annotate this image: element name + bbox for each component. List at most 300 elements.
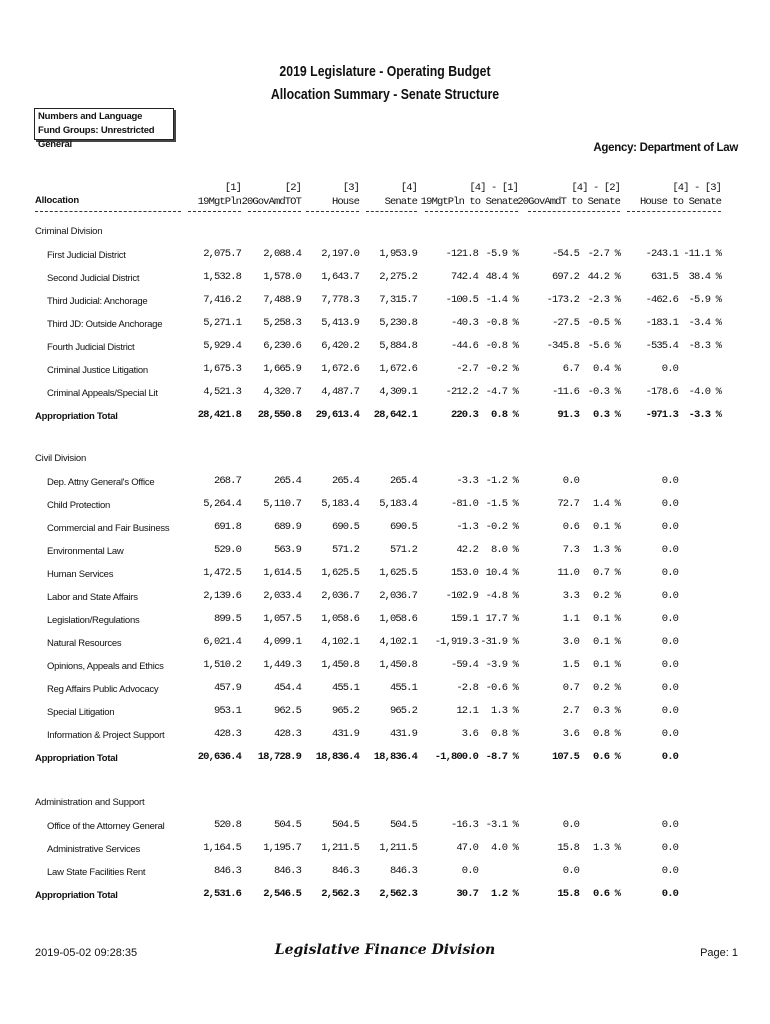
- table-cell: -2.7 %: [587, 248, 620, 260]
- table-cell: -27.5: [551, 317, 579, 329]
- allocation-name: Human Services: [47, 569, 114, 580]
- table-cell: 1,472.5: [203, 567, 241, 579]
- table-cell: -3.3 %: [688, 409, 721, 421]
- table-cell: 1,449.3: [263, 659, 301, 671]
- table-cell: -1.3: [456, 521, 478, 533]
- table-cell: 0.3 %: [592, 705, 620, 717]
- table-cell: 7.3: [562, 544, 579, 556]
- table-cell: 529.0: [213, 544, 241, 556]
- table-cell: 965.2: [331, 705, 359, 717]
- table-cell: 428.3: [213, 728, 241, 740]
- header-underline: [366, 211, 417, 212]
- table-cell: 5,264.4: [203, 498, 241, 510]
- table-cell: 48.4 %: [485, 271, 518, 283]
- table-cell: 4,521.3: [203, 386, 241, 398]
- table-cell: 690.5: [331, 521, 359, 533]
- table-row: [0, 705, 770, 721]
- table-cell: -1,919.3: [434, 636, 478, 648]
- table-cell: 265.4: [389, 475, 417, 487]
- table-cell: 38.4 %: [688, 271, 721, 283]
- column-header-7: [640, 181, 721, 209]
- table-cell: -183.1: [645, 317, 678, 329]
- table-cell: -345.8: [546, 340, 579, 352]
- table-cell: -243.1: [645, 248, 678, 260]
- table-cell: 4,487.7: [321, 386, 359, 398]
- allocation-name: Labor and State Affairs: [47, 592, 138, 603]
- table-cell: 1,665.9: [263, 363, 301, 375]
- table-cell: -3.1 %: [485, 819, 518, 831]
- table-cell: 107.5: [551, 751, 579, 763]
- table-cell: 18,728.9: [257, 751, 301, 763]
- table-cell: 846.3: [389, 865, 417, 877]
- header-underline: [248, 211, 301, 212]
- table-cell: 1,675.3: [203, 363, 241, 375]
- table-row: [0, 475, 770, 491]
- table-cell: 2,546.5: [263, 888, 301, 900]
- table-cell: 28,642.1: [373, 409, 417, 421]
- table-row: [0, 842, 770, 858]
- table-cell: 3.3: [562, 590, 579, 602]
- table-cell: -1.4 %: [485, 294, 518, 306]
- table-cell: 18,836.4: [315, 751, 359, 763]
- table-cell: 428.3: [273, 728, 301, 740]
- table-row: [0, 363, 770, 379]
- table-cell: 12.1: [456, 705, 478, 717]
- table-cell: 0.0: [661, 705, 678, 717]
- table-cell: -100.5: [445, 294, 478, 306]
- table-cell: 0.7: [562, 682, 579, 694]
- table-cell: 4,102.1: [321, 636, 359, 648]
- table-cell: 2,088.4: [263, 248, 301, 260]
- table-cell: 6.7: [562, 363, 579, 375]
- column-header-index: [3]: [342, 182, 359, 194]
- table-cell: 2,197.0: [321, 248, 359, 260]
- column-header-5: [421, 181, 518, 209]
- table-cell: 1,058.6: [321, 613, 359, 625]
- table-cell: 846.3: [273, 865, 301, 877]
- table-cell: 2,036.7: [321, 590, 359, 602]
- total-label: Appropriation Total: [35, 411, 118, 422]
- table-cell: 504.5: [331, 819, 359, 831]
- table-cell: 7,416.2: [203, 294, 241, 306]
- table-cell: 0.0: [661, 819, 678, 831]
- report-subtitle: Allocation Summary - Senate Structure: [270, 86, 500, 103]
- table-cell: 0.0: [661, 567, 678, 579]
- table-cell: 0.0: [562, 865, 579, 877]
- table-row: [0, 521, 770, 537]
- table-row: [0, 682, 770, 698]
- table-cell: 455.1: [331, 682, 359, 694]
- appropriation-total-row: [0, 888, 770, 904]
- table-cell: 2.7: [562, 705, 579, 717]
- table-cell: -535.4: [645, 340, 678, 352]
- table-cell: 2,562.3: [379, 888, 417, 900]
- agency-label: Agency: Department of Law: [593, 142, 738, 154]
- table-cell: 1,211.5: [379, 842, 417, 854]
- table-cell: 1,578.0: [263, 271, 301, 283]
- section-heading: Criminal Division: [35, 226, 103, 237]
- column-header-label: House: [331, 196, 359, 208]
- table-cell: 0.8 %: [490, 728, 518, 740]
- table-cell: 6,420.2: [321, 340, 359, 352]
- column-header-label: 20GovAmdTOT: [241, 196, 301, 208]
- column-header: [0, 181, 770, 213]
- header-underline: [528, 211, 620, 212]
- table-cell: 0.0: [661, 636, 678, 648]
- table-cell: 455.1: [389, 682, 417, 694]
- table-cell: 457.9: [213, 682, 241, 694]
- allocation-name: Commercial and Fair Business: [47, 523, 170, 534]
- table-cell: 17.7 %: [485, 613, 518, 625]
- column-header-index: [2]: [284, 182, 301, 194]
- table-cell: 265.4: [331, 475, 359, 487]
- table-cell: 47.0: [456, 842, 478, 854]
- table-cell: 0.0: [661, 498, 678, 510]
- table-cell: -5.6 %: [587, 340, 620, 352]
- table-cell: -0.6 %: [485, 682, 518, 694]
- table-cell: 0.4 %: [592, 363, 620, 375]
- table-cell: 5,413.9: [321, 317, 359, 329]
- allocation-name: Office of the Attorney General: [47, 821, 165, 832]
- table-cell: -44.6: [450, 340, 478, 352]
- table-cell: 0.1 %: [592, 613, 620, 625]
- table-cell: 7,488.9: [263, 294, 301, 306]
- table-cell: 690.5: [389, 521, 417, 533]
- table-cell: 0.0: [562, 475, 579, 487]
- table-cell: 0.0: [461, 865, 478, 877]
- table-cell: 1,510.2: [203, 659, 241, 671]
- table-row: [0, 613, 770, 629]
- table-row: [0, 340, 770, 356]
- footer-date: 2019-05-02 09:28:35: [35, 947, 138, 959]
- column-header-4: [385, 181, 417, 209]
- table-cell: -81.0: [450, 498, 478, 510]
- table-cell: -1.5 %: [485, 498, 518, 510]
- allocation-name: Administrative Services: [47, 844, 140, 855]
- table-row: [0, 590, 770, 606]
- column-header-6: [517, 181, 620, 209]
- table-cell: 8.0 %: [490, 544, 518, 556]
- table-cell: 504.5: [389, 819, 417, 831]
- table-cell: 0.0: [661, 590, 678, 602]
- table-cell: 962.5: [273, 705, 301, 717]
- header-underline: [188, 211, 241, 212]
- table-cell: 4,309.1: [379, 386, 417, 398]
- table-cell: 265.4: [273, 475, 301, 487]
- table-cell: 0.6 %: [592, 888, 620, 900]
- allocation-name: Third JD: Outside Anchorage: [47, 319, 163, 330]
- table-cell: -2.3 %: [587, 294, 620, 306]
- table-cell: 1.3 %: [592, 842, 620, 854]
- table-cell: 5,929.4: [203, 340, 241, 352]
- table-cell: 29,613.4: [315, 409, 359, 421]
- table-cell: 0.6 %: [592, 751, 620, 763]
- footer-page-number: Page: 1: [700, 947, 738, 959]
- table-cell: -1.2 %: [485, 475, 518, 487]
- table-cell: -4.8 %: [485, 590, 518, 602]
- appropriation-total-row: [0, 751, 770, 767]
- header-underline: [306, 211, 359, 212]
- table-cell: -0.5 %: [587, 317, 620, 329]
- table-cell: -0.2 %: [485, 521, 518, 533]
- table-cell: 0.0: [661, 751, 678, 763]
- table-cell: 20,636.4: [197, 751, 241, 763]
- table-cell: 2,036.7: [379, 590, 417, 602]
- table-cell: 1.2 %: [490, 888, 518, 900]
- fund-group-box: [34, 108, 174, 150]
- allocation-name: Opinions, Appeals and Ethics: [47, 661, 164, 672]
- table-cell: 268.7: [213, 475, 241, 487]
- table-row: [0, 317, 770, 333]
- table-cell: 1,450.8: [321, 659, 359, 671]
- table-row: [0, 544, 770, 560]
- table-cell: 0.0: [661, 475, 678, 487]
- table-cell: 0.0: [661, 842, 678, 854]
- table-cell: 0.7 %: [592, 567, 620, 579]
- table-cell: -54.5: [551, 248, 579, 260]
- table-cell: 2,075.7: [203, 248, 241, 260]
- table-cell: 72.7: [557, 498, 579, 510]
- total-label: Appropriation Total: [35, 890, 118, 901]
- table-cell: 10.4 %: [485, 567, 518, 579]
- table-cell: 571.2: [331, 544, 359, 556]
- table-cell: 0.6: [562, 521, 579, 533]
- table-cell: 1.3 %: [592, 544, 620, 556]
- table-cell: 431.9: [331, 728, 359, 740]
- table-cell: 220.3: [450, 409, 478, 421]
- table-row: [0, 567, 770, 583]
- header-underline: [35, 211, 181, 212]
- table-cell: 2,139.6: [203, 590, 241, 602]
- table-cell: -2.7: [456, 363, 478, 375]
- table-row: [0, 386, 770, 402]
- table-cell: -8.7 %: [485, 751, 518, 763]
- table-cell: 5,258.3: [263, 317, 301, 329]
- table-cell: 0.2 %: [592, 682, 620, 694]
- column-header-1: [198, 181, 241, 209]
- allocation-name: Fourth Judicial District: [47, 342, 135, 353]
- table-cell: -0.8 %: [485, 317, 518, 329]
- table-cell: 91.3: [557, 409, 579, 421]
- table-cell: -3.3: [456, 475, 478, 487]
- column-header-index: [4] - [1]: [469, 182, 518, 194]
- table-cell: 6,230.6: [263, 340, 301, 352]
- table-cell: 691.8: [213, 521, 241, 533]
- allocation-header: Allocation: [35, 195, 79, 206]
- table-cell: 1,625.5: [379, 567, 417, 579]
- table-cell: -102.9: [445, 590, 478, 602]
- table-cell: 965.2: [389, 705, 417, 717]
- table-cell: 689.9: [273, 521, 301, 533]
- table-cell: 454.4: [273, 682, 301, 694]
- column-header-label: 19MgtPln to Senate: [420, 196, 518, 208]
- table-cell: 5,110.7: [263, 498, 301, 510]
- table-cell: 4,102.1: [379, 636, 417, 648]
- allocation-name: First Judicial District: [47, 250, 126, 261]
- table-cell: 846.3: [213, 865, 241, 877]
- table-cell: 15.8: [557, 842, 579, 854]
- table-cell: 1,672.6: [379, 363, 417, 375]
- table-cell: -0.2 %: [485, 363, 518, 375]
- column-header-label: 20GovAmdT to Senate: [517, 196, 620, 208]
- table-cell: 18,836.4: [373, 751, 417, 763]
- table-cell: 3.6: [562, 728, 579, 740]
- table-cell: -2.8: [456, 682, 478, 694]
- table-cell: -173.2: [546, 294, 579, 306]
- header-underline: [627, 211, 721, 212]
- table-cell: 953.1: [213, 705, 241, 717]
- table-cell: 4,099.1: [263, 636, 301, 648]
- table-cell: 0.0: [661, 728, 678, 740]
- table-cell: -5.9 %: [485, 248, 518, 260]
- table-cell: 0.0: [661, 521, 678, 533]
- table-row: [0, 728, 770, 744]
- table-cell: 1,532.8: [203, 271, 241, 283]
- table-cell: -8.3 %: [688, 340, 721, 352]
- table-cell: 6,021.4: [203, 636, 241, 648]
- table-cell: 159.1: [450, 613, 478, 625]
- column-header-index: [1]: [224, 182, 241, 194]
- table-cell: 5,230.8: [379, 317, 417, 329]
- table-cell: 1,614.5: [263, 567, 301, 579]
- table-cell: 1,643.7: [321, 271, 359, 283]
- table-cell: 1,211.5: [321, 842, 359, 854]
- table-cell: 1,450.8: [379, 659, 417, 671]
- table-cell: 520.8: [213, 819, 241, 831]
- table-cell: 0.0: [661, 888, 678, 900]
- table-cell: 7,315.7: [379, 294, 417, 306]
- footer-brand: Legislative Finance Division: [274, 942, 496, 958]
- table-cell: -212.2: [445, 386, 478, 398]
- table-row: [0, 271, 770, 287]
- table-row: [0, 659, 770, 675]
- table-cell: 1,672.6: [321, 363, 359, 375]
- table-cell: 1,195.7: [263, 842, 301, 854]
- table-cell: 1.3 %: [490, 705, 518, 717]
- allocation-name: Legislation/Regulations: [47, 615, 140, 626]
- table-cell: -3.9 %: [485, 659, 518, 671]
- table-cell: -121.8: [445, 248, 478, 260]
- table-cell: 5,884.8: [379, 340, 417, 352]
- allocation-name: Third Judicial: Anchorage: [47, 296, 148, 307]
- table-cell: 742.4: [450, 271, 478, 283]
- table-cell: 28,421.8: [197, 409, 241, 421]
- section-heading: Administration and Support: [35, 797, 145, 808]
- column-header-label: 19MgtPln: [197, 196, 241, 208]
- column-header-label: Senate: [384, 196, 417, 208]
- table-cell: 846.3: [331, 865, 359, 877]
- appropriation-total-row: [0, 409, 770, 425]
- allocation-name: Child Protection: [47, 500, 111, 511]
- table-cell: 431.9: [389, 728, 417, 740]
- table-cell: 3.6: [461, 728, 478, 740]
- fund-box-line1: Numbers and Language: [38, 111, 143, 122]
- table-cell: -0.3 %: [587, 386, 620, 398]
- table-cell: 0.0: [661, 613, 678, 625]
- table-cell: -178.6: [645, 386, 678, 398]
- table-cell: 563.9: [273, 544, 301, 556]
- table-cell: 2,275.2: [379, 271, 417, 283]
- table-cell: 4.0 %: [490, 842, 518, 854]
- table-cell: -16.3: [450, 819, 478, 831]
- table-cell: -4.0 %: [688, 386, 721, 398]
- table-cell: 571.2: [389, 544, 417, 556]
- table-cell: 153.0: [450, 567, 478, 579]
- table-cell: 504.5: [273, 819, 301, 831]
- total-label: Appropriation Total: [35, 753, 118, 764]
- table-row: [0, 819, 770, 835]
- table-cell: 1.4 %: [592, 498, 620, 510]
- table-cell: 899.5: [213, 613, 241, 625]
- column-header-index: [4] - [3]: [672, 182, 721, 194]
- table-cell: -40.3: [450, 317, 478, 329]
- table-cell: 11.0: [557, 567, 579, 579]
- table-cell: 3.0: [562, 636, 579, 648]
- allocation-name: Special Litigation: [47, 707, 115, 718]
- table-cell: -11.6: [551, 386, 579, 398]
- allocation-name: Criminal Appeals/Special Lit: [47, 388, 158, 399]
- table-cell: 42.2: [456, 544, 478, 556]
- table-row: [0, 294, 770, 310]
- table-cell: 15.8: [557, 888, 579, 900]
- table-cell: 28,550.8: [257, 409, 301, 421]
- column-header-index: [4]: [400, 182, 417, 194]
- table-cell: -4.7 %: [485, 386, 518, 398]
- table-cell: 2,033.4: [263, 590, 301, 602]
- table-cell: 0.1 %: [592, 521, 620, 533]
- table-cell: 0.8 %: [490, 409, 518, 421]
- table-cell: 1,057.5: [263, 613, 301, 625]
- table-cell: 2,562.3: [321, 888, 359, 900]
- table-cell: 0.8 %: [592, 728, 620, 740]
- table-cell: 0.0: [661, 363, 678, 375]
- table-cell: -462.6: [645, 294, 678, 306]
- table-cell: 0.0: [661, 682, 678, 694]
- allocation-name: Second Judicial District: [47, 273, 140, 284]
- table-row: [0, 636, 770, 652]
- table-cell: 44.2 %: [587, 271, 620, 283]
- table-cell: -11.1 %: [683, 248, 721, 260]
- table-cell: 0.1 %: [592, 659, 620, 671]
- table-cell: 0.0: [661, 659, 678, 671]
- table-cell: -5.9 %: [688, 294, 721, 306]
- report-title: 2019 Legislature - Operating Budget: [279, 63, 491, 80]
- table-cell: -0.8 %: [485, 340, 518, 352]
- table-row: [0, 865, 770, 881]
- table-cell: 5,183.4: [321, 498, 359, 510]
- table-cell: 631.5: [650, 271, 678, 283]
- header-underline: [425, 211, 518, 212]
- table-cell: 0.0: [661, 865, 678, 877]
- column-header-3: [332, 181, 359, 209]
- allocation-name: Environmental Law: [47, 546, 124, 557]
- column-header-2: [242, 181, 301, 209]
- table-cell: 1,058.6: [379, 613, 417, 625]
- fund-box-line2: Fund Groups: Unrestricted General: [38, 125, 155, 150]
- section-heading: Civil Division: [35, 453, 87, 464]
- table-cell: -3.4 %: [688, 317, 721, 329]
- table-cell: 1,164.5: [203, 842, 241, 854]
- table-row: [0, 498, 770, 514]
- allocation-name: Reg Affairs Public Advocacy: [47, 684, 159, 695]
- table-cell: -971.3: [645, 409, 678, 421]
- table-cell: 0.1 %: [592, 636, 620, 648]
- allocation-name: Law State Facilities Rent: [47, 867, 146, 878]
- table-cell: 1,953.9: [379, 248, 417, 260]
- table-cell: 30.7: [456, 888, 478, 900]
- allocation-name: Natural Resources: [47, 638, 122, 649]
- allocation-name: Dep. Attny General's Office: [47, 477, 155, 488]
